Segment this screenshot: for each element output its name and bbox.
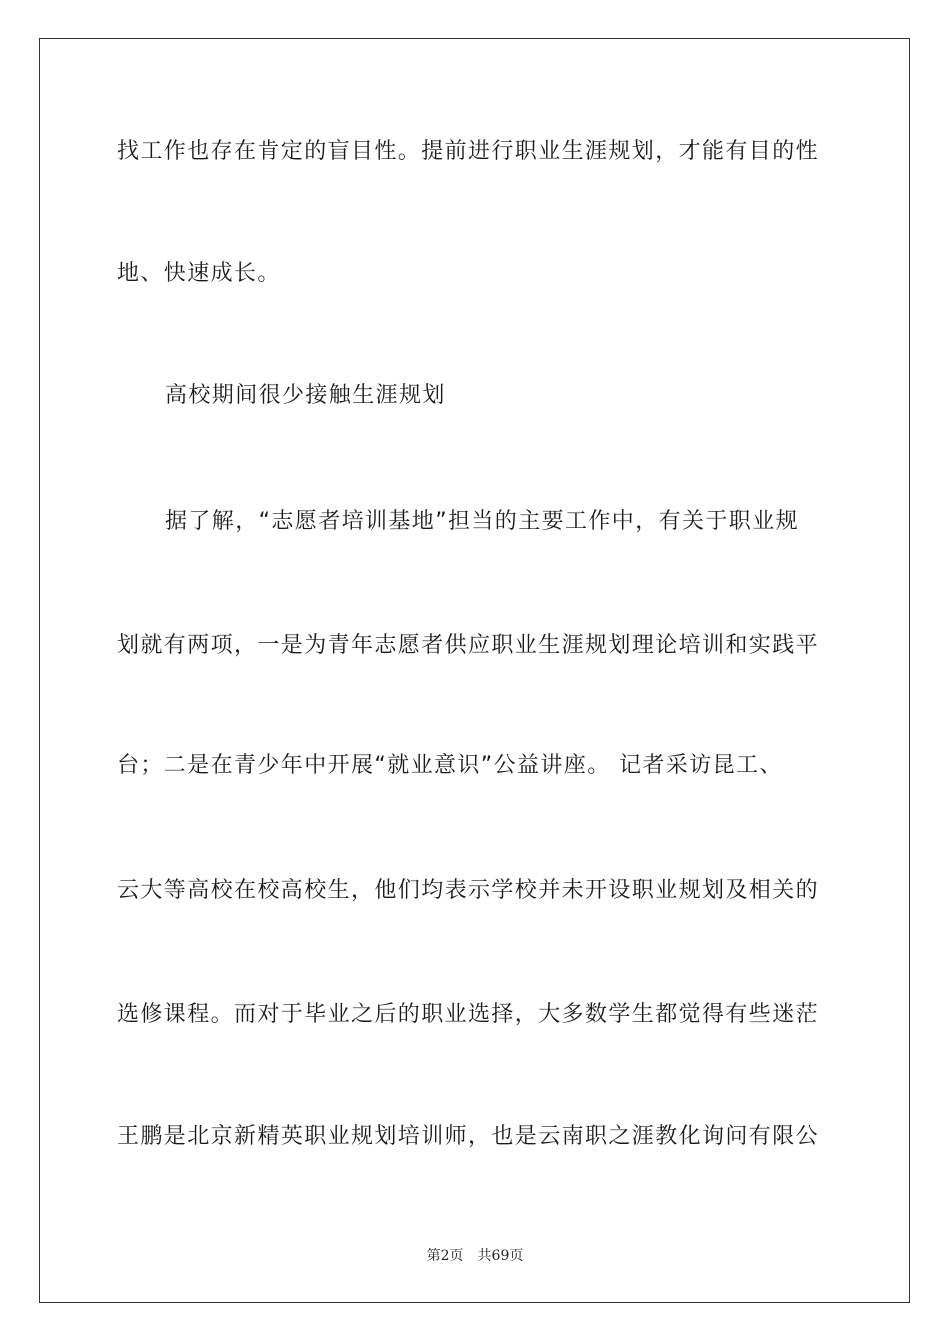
body-text-line: 划就有两项，一是为青年志愿者供应职业生涯规划理论培训和实践平 [117, 633, 820, 658]
body-text-line: 云大等高校在校高校生，他们均表示学校并未开设职业规划及相关的 [117, 878, 820, 903]
body-text-line: 找工作也存在肯定的盲目性。提前进行职业生涯规划，才能有目的性 [117, 139, 820, 164]
body-text-line: 据了解，“志愿者培训基地”担当的主要工作中，有关于职业规 [165, 509, 799, 534]
page-border [39, 38, 910, 1303]
section-heading: 高校期间很少接触生涯规划 [165, 383, 446, 408]
page-total: 共69页 [477, 1248, 524, 1264]
page-footer [0, 1246, 950, 1266]
page-number: 第2页 [426, 1248, 464, 1264]
body-text-line: 台；二是在青少年中开展“就业意识”公益讲座。 记者采访昆工、 [117, 753, 783, 778]
body-text-line: 王鹏是北京新精英职业规划培训师，也是云南职之涯教化询问有限公 [117, 1124, 820, 1149]
body-text-line: 地、快速成长。 [117, 261, 281, 286]
body-text-line: 选修课程。而对于毕业之后的职业选择，大多数学生都觉得有些迷茫 [117, 1002, 820, 1027]
